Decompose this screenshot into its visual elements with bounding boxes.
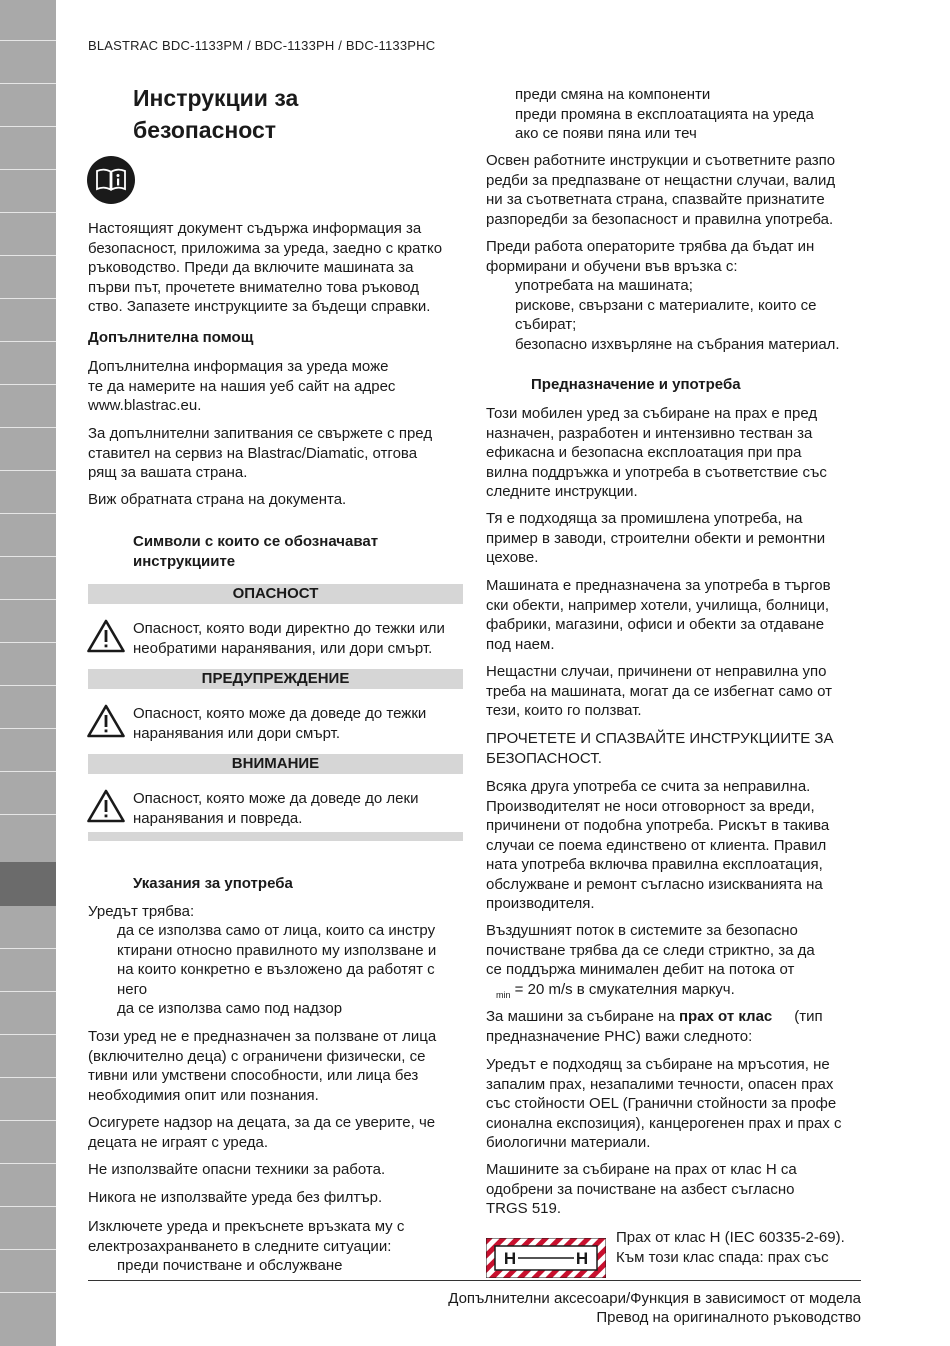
class-h-text <box>616 1228 866 1267</box>
usage-paragraph <box>88 1113 466 1152</box>
side-tab-divider <box>0 1292 56 1293</box>
usage-line: необходимия опит или познания. <box>88 1086 319 1104</box>
paragraph-line: Нещастни случаи, причинени от неправилна упо <box>486 663 827 680</box>
footer-note: Допълнителни аксесоари/Функция в зависимост от модела <box>448 1290 861 1307</box>
list-item: събират; <box>515 316 577 333</box>
situations-list <box>515 85 865 144</box>
right-paragraph <box>486 1055 864 1153</box>
caution-label-bar: ВНИМАНИЕ <box>88 754 463 774</box>
side-tab-divider <box>0 1120 56 1121</box>
section-title-line: безопасност <box>133 117 277 143</box>
paragraph-line: одобрени за почистване на азбест съгласно <box>486 1180 795 1198</box>
side-tab-divider <box>0 341 56 342</box>
danger-description <box>133 619 468 658</box>
side-tab-divider <box>0 685 56 686</box>
list-item: преди почистване и обслужване <box>117 1257 343 1274</box>
paragraph-line: почистване трябва да се следи стриктно, за да <box>486 941 815 959</box>
usage-line: (включително деца) с ограничени физически, се <box>88 1047 426 1065</box>
side-tab-divider <box>0 427 56 428</box>
right-paragraph <box>486 1007 864 1046</box>
section-title <box>133 82 298 146</box>
right-paragraph <box>486 404 864 502</box>
paragraph-line: следните инструкции. <box>486 483 638 500</box>
warning-line: наранявания или дори смърт. <box>133 724 341 742</box>
paragraph-line: Уредът е подходящ за събиране на мръсотия, не <box>486 1056 830 1073</box>
paragraph-line: разпоредби за безопасност и правилна употреба. <box>486 210 834 228</box>
right-paragraph <box>486 662 864 721</box>
side-tab-strip <box>0 0 56 1346</box>
paragraph-line: БЕЗОПАСНОСТ. <box>486 749 602 767</box>
paragraph-line: Тя е подходяща за промишлена употреба, на <box>486 510 803 527</box>
airflow-value: = 20 m/s в смукателния маркуч. <box>510 980 735 998</box>
side-tab-divider <box>0 169 56 170</box>
airflow-line <box>486 980 864 1006</box>
paragraph-line: ски обекти, например хотели, училища, болници, <box>486 596 830 614</box>
paragraph-line: предназначение PHC) важи следното: <box>486 1027 753 1045</box>
paragraph-line: ПРОЧЕТЕТЕ И СПАЗВАЙТЕ ИНСТРУКЦИИТЕ ЗА <box>486 730 834 747</box>
list-item: да се използва само от лица, които са инстру <box>117 922 436 939</box>
paragraph-line: Въздушният поток в системите за безопасно <box>486 922 798 939</box>
symbols-heading <box>133 532 463 571</box>
warning-label-bar: ПРЕДУПРЕЖДЕНИЕ <box>88 669 463 689</box>
paragraph-line: треба на машината, могат да се избегнат само от <box>486 682 833 700</box>
right-paragraph <box>486 921 864 1005</box>
intro-line: първи път, прочетете внимателно това ръковод <box>88 278 420 296</box>
usage-line: електрозахранването в следните ситуации: <box>88 1237 392 1255</box>
right-paragraph <box>486 1160 864 1219</box>
warning-description <box>133 704 468 743</box>
side-tab-divider <box>0 814 56 815</box>
footer-note: Превод на оригиналното ръководство <box>596 1309 861 1326</box>
paragraph-line: ефикасна и безопасна експлоатация при пра <box>486 444 802 461</box>
side-tab-divider <box>0 1249 56 1250</box>
list-item: да се използва само под надзор <box>117 1000 343 1017</box>
help-line: ставител на сервиз на Blastrac/Diamatic, отгова <box>88 444 418 462</box>
list-item: преди смяна на компоненти <box>515 86 711 103</box>
help-paragraph <box>88 424 466 483</box>
side-tab-divider <box>0 1206 56 1207</box>
paragraph-line: сионална експозиция), канцерогенен прах и прах с <box>486 1114 842 1132</box>
footer-divider <box>88 1280 861 1281</box>
intro-line: Настоящият документ съдържа информация за <box>88 220 422 237</box>
svg-text:H: H <box>503 1249 517 1268</box>
paragraph-line: тези, които го ползват. <box>486 702 642 719</box>
danger-line: Опасност, която води директно до тежки или <box>133 620 445 637</box>
side-tab-divider <box>0 1163 56 1164</box>
paragraph-segment: За машини за събиране на <box>486 1008 679 1025</box>
usage-paragraph: Никога не използвайте уреда без филтър. <box>88 1189 383 1206</box>
usage-paragraph <box>88 1027 466 1105</box>
side-tab-divider <box>0 40 56 41</box>
usage-line: Изключете уреда и прекъснете връзката му с <box>88 1218 405 1235</box>
side-tab-divider <box>0 556 56 557</box>
paragraph-line: фабрики, магазини, офиси и обекти за отдаване <box>486 616 825 633</box>
danger-line: необратими наранявания, или дори смърт. <box>133 639 433 657</box>
section-divider-bar <box>88 832 463 841</box>
paragraph-line: пример в заводи, строителни обекти и ремонтни <box>486 529 826 547</box>
paragraph-line: Машината е предназначена за употреба в търгов <box>486 577 831 594</box>
side-tab-divider <box>0 1034 56 1035</box>
usage-heading: Указания за употреба <box>133 875 293 892</box>
side-tab-divider <box>0 513 56 514</box>
usage-line: Осигурете надзор на децата, за да се уверите, че <box>88 1114 436 1131</box>
list-item: ако се появи пяна или теч <box>515 125 697 142</box>
danger-label-bar: ОПАСНОСТ <box>88 584 463 604</box>
list-item: на които конкретно е възложено да работят с <box>117 961 435 978</box>
right-paragraph <box>486 509 864 568</box>
right-paragraph <box>486 777 864 914</box>
website-link[interactable]: www.blastrac.eu. <box>88 397 202 414</box>
paragraph-line: под наем. <box>486 635 555 653</box>
side-tab-active <box>0 862 56 906</box>
purpose-heading: Предназначение и употреба <box>531 376 741 393</box>
list-item: него <box>117 980 148 998</box>
caution-line: наранявания и повреда. <box>133 809 303 827</box>
right-paragraph <box>486 237 864 276</box>
side-tab-divider <box>0 298 56 299</box>
paragraph-line: вилна поддръжка и употреба в съответствие със <box>486 463 827 481</box>
side-tab-divider <box>0 212 56 213</box>
airflow-subscript: min <box>496 989 511 1000</box>
side-tab-divider <box>0 255 56 256</box>
usage-line: Този уред не е предназначен за ползване от лица <box>88 1028 437 1045</box>
side-tab-divider <box>0 728 56 729</box>
side-tab-divider <box>0 384 56 385</box>
dust-class-bold: прах от клас <box>678 1008 773 1025</box>
side-tab-divider <box>0 1077 56 1078</box>
list-item: употребата на машината; <box>515 277 693 294</box>
caution-line: Опасност, която може да доведе до леки <box>133 790 419 807</box>
usage-paragraph: Не използвайте опасни техники за работа. <box>88 1161 386 1178</box>
list-item: рискове, свързани с материалите, които се <box>515 296 817 314</box>
paragraph-line: редби за предпазване от нещастни случаи, валид <box>486 171 836 189</box>
paragraph-line: ни за съответната страна, спазвайте признатите <box>486 191 825 208</box>
paragraph-line: Производителят не носи отговорност за вреди, <box>486 797 815 815</box>
side-tab-divider <box>0 771 56 772</box>
help-line: За допълнителни запитвания се свържете с пред <box>88 425 433 442</box>
warning-triangle-icon <box>87 619 125 653</box>
side-tab-divider <box>0 126 56 127</box>
help-line: рящ за вашата страна. <box>88 464 248 481</box>
paragraph-line: със стойности OEL (Гранични стойности за профе <box>486 1095 837 1112</box>
paragraph-line: Всяка друга употреба се счита за неправилна. <box>486 778 811 795</box>
symbols-heading-line: инструкциите <box>133 552 236 570</box>
right-paragraph <box>486 729 864 768</box>
help-line: те да намерите на нашия уеб сайт на адрес <box>88 377 396 395</box>
help-heading: Допълнителна помощ <box>88 329 254 346</box>
intro-line: ство. Запазете инструкциите за бъдещи справки. <box>88 298 431 315</box>
side-tab-divider <box>0 642 56 643</box>
side-tab-divider <box>0 599 56 600</box>
paragraph-line: Машините за събиране на прах от клас H са <box>486 1161 797 1178</box>
symbols-heading-line: Символи с които се обозначават <box>133 533 379 550</box>
warning-triangle-icon <box>87 789 125 823</box>
paragraph-line: запалим прах, незапалими течности, опасен прах <box>486 1075 834 1093</box>
paragraph-line: биологични материали. <box>486 1134 651 1151</box>
paragraph-line: обслужване и ремонт съгласно изискванията на <box>486 875 823 893</box>
warning-triangle-icon <box>87 704 125 738</box>
paragraph-line: причинени от подобна употреба. Рискът в такива <box>486 817 830 834</box>
paragraph-line: производителя. <box>486 895 595 912</box>
list-item: безопасно изхвърляне на събрания материал. <box>515 335 840 353</box>
usage-line: децата не играят с уреда. <box>88 1133 269 1151</box>
class-h-dust-label-icon <box>486 1238 606 1278</box>
class-h-line: Към този клас спада: прах със <box>616 1248 829 1266</box>
intro-line: ръководство. Преди да включите машината за <box>88 259 414 276</box>
paragraph-line: Преди работа операторите трябва да бъдат ин <box>486 238 815 255</box>
list-item: преди промяна в експлоатацията на уреда <box>515 105 814 123</box>
paragraph-line: ната употреба включва правилна експлоатация, <box>486 856 823 873</box>
intro-paragraph <box>88 219 466 317</box>
help-paragraph <box>88 357 466 416</box>
paragraph-line <box>486 1007 864 1027</box>
read-manual-icon <box>87 156 135 204</box>
paragraph-line: назначен, разработен и интензивно тестван за <box>486 424 813 442</box>
side-tab-divider <box>0 991 56 992</box>
document-header: BLASTRAC BDC-1133PM / BDC-1133PH / BDC-1133PHC <box>88 38 436 53</box>
class-h-line: Прах от клас H (IEC 60335-2-69). <box>616 1229 845 1246</box>
side-tab-divider <box>0 470 56 471</box>
paragraph-segment: (тип <box>794 1008 823 1025</box>
paragraph-line: случаи се поема единствено от клиента. Правил <box>486 836 827 854</box>
paragraph-line: Този мобилен уред за събиране на прах е пред <box>486 405 818 422</box>
svg-text:H: H <box>575 1249 589 1268</box>
usage-line: тивни или умствени способности, или лица без <box>88 1067 419 1084</box>
list-item: ктирани относно правилното му използване и <box>117 941 437 959</box>
intro-line: безопасност, приложима за уреда, заедно с кратко <box>88 239 443 257</box>
right-paragraph <box>486 151 864 229</box>
training-list <box>515 276 865 354</box>
usage-intro: Уредът трябва: <box>88 903 195 920</box>
help-line: Допълнителна информация за уреда може <box>88 358 389 375</box>
paragraph-line: цехове. <box>486 549 539 566</box>
side-tab-divider <box>0 83 56 84</box>
paragraph-line: се поддържа минимален дебит на потока от <box>486 961 795 978</box>
side-tab-divider <box>0 948 56 949</box>
usage-list <box>117 921 467 1019</box>
paragraph-line: Освен работните инструкции и съответните разпо <box>486 152 836 169</box>
right-paragraph <box>486 576 864 654</box>
section-title-line: Инструкции за <box>133 85 299 111</box>
help-paragraph: Виж обратната страна на документа. <box>88 491 347 508</box>
warning-line: Опасност, която може да доведе до тежки <box>133 705 427 722</box>
caution-description <box>133 789 468 828</box>
usage-paragraph <box>88 1217 466 1276</box>
paragraph-line: формирани и обучени във връзка с: <box>486 257 738 275</box>
paragraph-line: TRGS 519. <box>486 1200 562 1217</box>
